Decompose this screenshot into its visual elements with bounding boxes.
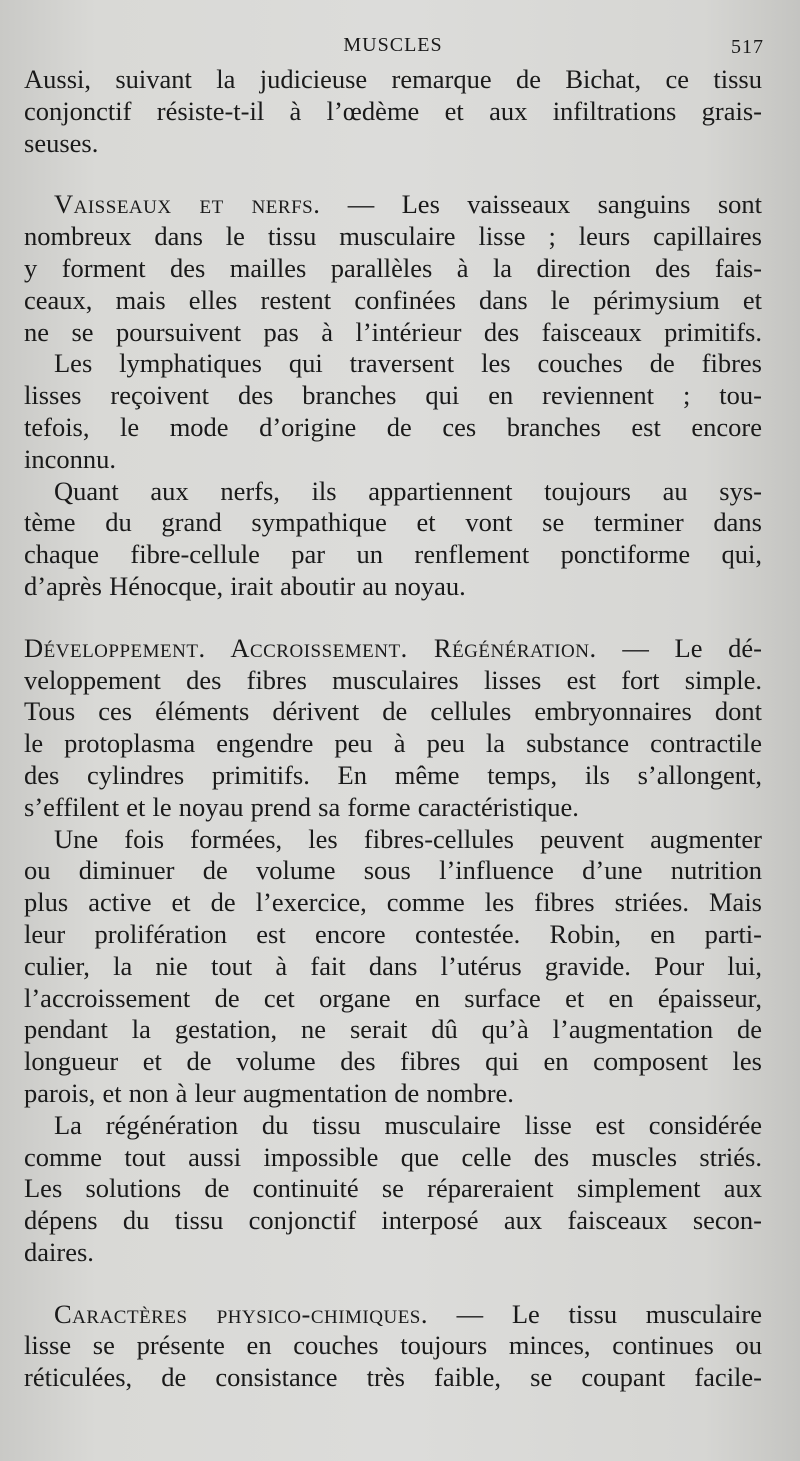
section-caracteres-physico-chimiques xyxy=(24,1299,762,1394)
text-line: tefois, le mode d’origine de ces branches est encore xyxy=(24,411,762,442)
section-heading: Caractères physico-chimiques. xyxy=(54,1298,428,1329)
text-line: longueur et de volume des fibres qui en composent les xyxy=(24,1046,762,1077)
text-line: y forment des mailles parallèles à la direction des fais- xyxy=(24,252,762,283)
running-title: MUSCLES xyxy=(343,34,443,56)
text-line: des cylindres primitifs. En même temps, ils s’allongent, xyxy=(24,759,762,790)
text-line: ou diminuer de volume sous l’influence d’une nutrition xyxy=(24,855,762,886)
section-vaisseaux-et-nerfs xyxy=(24,189,762,348)
section-heading: Développement. Accroissement. Régénération. xyxy=(24,632,597,663)
text-line xyxy=(24,1299,762,1331)
text-line: Aussi, suivant la judicieuse remarque de Bichat, ce tissu xyxy=(24,64,762,94)
text-line: Tous ces éléments dérivent de cellules embryonnaires dont xyxy=(24,696,762,727)
heading-continuation: — Les vaisseaux sanguins sont xyxy=(320,189,762,220)
text-line: le protoplasma engendre peu à peu la substance contractile xyxy=(24,728,762,759)
text-line: l’accroissement de cet organe en surface et en épaisseur, xyxy=(24,982,762,1013)
text-line xyxy=(24,189,762,221)
text-line: ceaux, mais elles restent confinées dans le périmysium et xyxy=(24,284,762,315)
text-line: Les lymphatiques qui traversent les couches de fibres xyxy=(54,348,762,379)
text-line: conjonctif résiste-t-il à l’œdème et aux infiltrations grais- xyxy=(24,95,762,126)
text-line: d’après Hénocque, irait aboutir au noyau. xyxy=(24,570,466,601)
text-line: Une fois formées, les fibres-cellules peuvent augmenter xyxy=(54,823,762,854)
section-developpement xyxy=(24,633,762,824)
text-line: Les solutions de continuité se répareraient simplement aux xyxy=(24,1173,762,1204)
text-line: réticulées, de consistance très faible, se coupant facile- xyxy=(24,1362,762,1393)
paragraph xyxy=(24,64,762,159)
text-line: veloppement des fibres musculaires lisses est fort simple. xyxy=(24,664,762,695)
page-number: 517 xyxy=(731,36,764,58)
text-line: dépens du tissu conjonctif interposé aux faisceaux secon- xyxy=(24,1205,762,1236)
text-line: parois, et non à leur augmentation de nombre. xyxy=(24,1077,514,1108)
text-line: nombreux dans le tissu musculaire lisse ; leurs capillaires xyxy=(24,221,762,252)
text-line: ne se poursuivent pas à l’intérieur des faisceaux primitifs. xyxy=(24,316,762,347)
paragraph xyxy=(24,348,762,475)
heading-continuation: — Le dé- xyxy=(596,632,762,663)
text-line: lisse se présente en couches toujours minces, continues ou xyxy=(24,1330,762,1361)
text-line: culier, la nie tout à fait dans l’utérus gravide. Pour lui, xyxy=(24,950,762,981)
text-line: daires. xyxy=(24,1236,94,1267)
paragraph xyxy=(24,476,762,603)
text-line: comme tout aussi impossible que celle des muscles striés. xyxy=(24,1141,762,1172)
section-heading: Vaisseaux et nerfs. xyxy=(54,189,321,220)
text-line: plus active et de l’exercice, comme les fibres striées. Mais xyxy=(24,887,762,918)
text-line: s’effilent et le noyau prend sa forme caractéristique. xyxy=(24,791,579,822)
text-line: Quant aux nerfs, ils appartiennent toujours au sys- xyxy=(54,475,762,506)
text-line: leur prolifération est encore contestée. Robin, en parti- xyxy=(24,918,762,949)
text-line: lisses reçoivent des branches qui en reviennent ; tou- xyxy=(24,380,762,411)
text-line: tème du grand sympathique et vont se terminer dans xyxy=(24,507,762,538)
text-line: pendant la gestation, ne serait dû qu’à l’augmentation de xyxy=(24,1014,762,1045)
text-line: La régénération du tissu musculaire lisse est considérée xyxy=(54,1109,762,1140)
book-page xyxy=(24,30,762,1394)
paragraph xyxy=(24,824,762,1110)
paragraph xyxy=(24,1110,762,1269)
text-line: chaque fibre-cellule par un renflement ponctiforme qui, xyxy=(24,539,762,570)
text-line: seuses. xyxy=(24,127,99,158)
text-line: inconnu. xyxy=(24,443,116,474)
heading-continuation: — Le tissu musculaire xyxy=(428,1298,762,1329)
text-line xyxy=(24,633,762,665)
running-head xyxy=(24,30,762,64)
